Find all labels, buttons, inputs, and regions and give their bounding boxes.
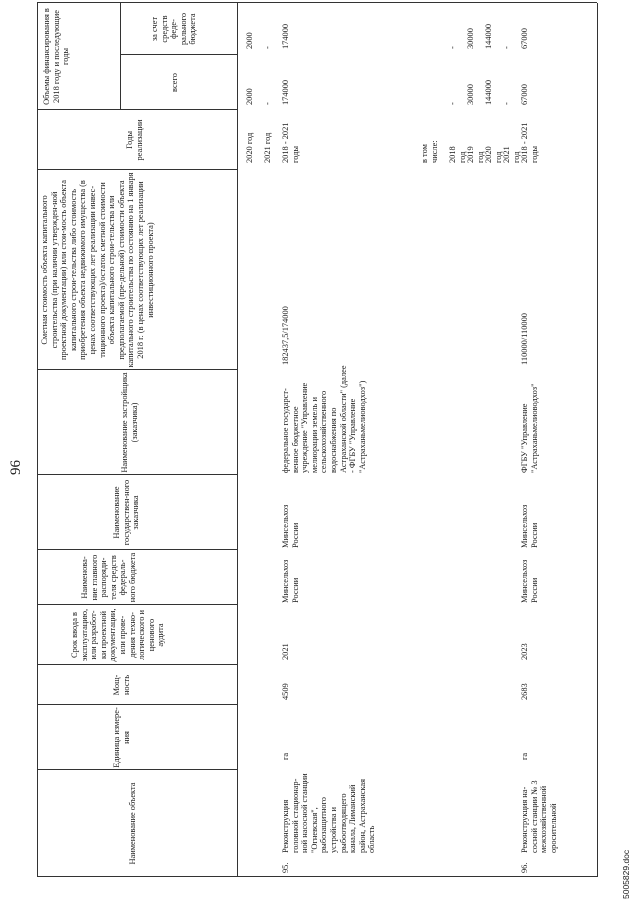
row-federal: 30000 — [466, 28, 475, 49]
row-federal: - — [502, 46, 511, 49]
row-year: 2018 - 2021 годы — [281, 122, 300, 163]
row-unit: га — [281, 752, 290, 760]
row-manager: Минсельхоз России — [520, 559, 539, 603]
top-row-year: 2021 год — [263, 132, 272, 163]
header-estimated-cost: Сметная стоимость объекта капитального строительства (при наличии утвержден-ной проектной документации) или стои-мость объекта капитального строи-тельства либо стоимость приобретения объекта недвижимого имущества (в ценах соответствующих лет реализации инвес-тиционного проекта)/остаток сметной стоимости объекта капитального строи-тельства или предполагаемой (пре-дельной) стоимости объекта капитального строительства по состоянию на 1 января 2018 г. (в ценах соответствующих лет реализации инвестиционного проекта) — [40, 172, 155, 368]
row-federal: - — [448, 46, 457, 49]
header-capacity: Мощ-ность — [112, 674, 131, 696]
row-total: - — [448, 102, 457, 105]
row-customer: Минсельхоз России — [281, 504, 300, 548]
row-year: 2018 - 2021 годы — [520, 122, 539, 163]
col-sep — [37, 109, 237, 110]
row-total: 174000 — [281, 79, 290, 105]
top-row-year: 2020 год — [245, 132, 254, 163]
page-number: 96 — [8, 460, 24, 475]
row-year: 2018 год — [448, 146, 467, 163]
table-right-border — [37, 2, 597, 3]
footer-code: 5005829.doc — [621, 849, 631, 899]
header-funding: Объемы финансирования в 2018 году и последующие годы — [42, 8, 71, 105]
col-sep — [120, 54, 237, 55]
table-top-border — [37, 3, 38, 877]
funding-subheader-line — [120, 3, 121, 110]
col-sep — [37, 604, 237, 605]
header-object-name: Наименование объекта — [128, 782, 137, 865]
table-bottom-border — [597, 3, 598, 877]
row-federal: 174000 — [281, 23, 290, 49]
col-sep — [37, 704, 237, 705]
row-number: 96. — [520, 862, 529, 873]
row-year: 2021 год — [502, 146, 521, 163]
header-bottom-border — [237, 3, 238, 877]
row-developer: ФГБУ "Управление "Астраханьмелиоводхоз" — [520, 383, 539, 473]
row-total: 30000 — [466, 84, 475, 105]
col-sep — [37, 369, 237, 370]
col-sep — [37, 769, 237, 770]
row-term: 2023 — [520, 643, 529, 660]
col-sep — [37, 664, 237, 665]
table-left-border — [37, 876, 597, 877]
row-federal: 144000 — [484, 23, 493, 49]
row-total: 144000 — [484, 79, 493, 105]
row-cost: 110000/110000 — [520, 313, 529, 365]
top-row-federal: - — [263, 46, 272, 49]
row-object-name: Реконструкция головной стационар-ной насосной станции "Огневская", рыбозащитного устройства и рыбоотводящего канала, Лиманский район, Астраханская область — [281, 773, 377, 853]
row-unit: га — [520, 752, 529, 760]
header-funding-total: всего — [170, 73, 179, 92]
top-row-total: - — [263, 102, 272, 105]
row-developer: федеральное государст-венное бюджетное учреждение "Управление мелиорации земель и сельскохозяйственного водоснабжения по Астраханской области" (далее - ФГБУ "Управление "Астраханьмелиоводхоз") — [281, 365, 367, 473]
col-sep — [37, 549, 237, 550]
row-term: 2021 — [281, 643, 290, 660]
header-commissioning: Срок ввода в эксплуатацию, или разработ-ки проектной документации, или прове-дения техно-логического и ценового аудита — [70, 608, 166, 662]
row-number: 95. — [281, 862, 290, 873]
header-funding-federal: за счет средств феде-рального бюджета — [150, 12, 198, 46]
top-row-total: 2000 — [245, 88, 254, 105]
row-year: 2020 год — [484, 146, 503, 163]
col-sep — [37, 474, 237, 475]
header-years: Годы реализации — [125, 119, 144, 161]
header-state-customer: Наименование государствен-ного заказчика — [112, 479, 141, 546]
row-total: - — [502, 102, 511, 105]
row-customer: Минсельхоз России — [520, 504, 539, 548]
top-row-federal: 2000 — [245, 32, 254, 49]
row-year: в том числе: — [420, 140, 439, 163]
row-capacity: 4509 — [281, 683, 290, 700]
row-total: 67000 — [520, 84, 529, 105]
row-object-name: Реконструкция на-сосной станции № 3 межхозяйственной оросительной — [520, 780, 558, 853]
row-cost: 182437,5/174000 — [281, 306, 290, 365]
row-federal: 67000 — [520, 28, 529, 49]
header-chief-manager: Наименова-ние главного распоряди-теля средств федераль-ного бюджета — [80, 552, 137, 603]
header-developer: Наименование застройщика (заказчика) — [120, 372, 139, 473]
row-capacity: 2683 — [520, 683, 529, 700]
row-manager: Минсельхоз России — [281, 559, 300, 603]
row-year: 2019 год — [466, 146, 485, 163]
col-sep — [37, 169, 237, 170]
header-unit: Единица измере-ния — [112, 707, 131, 768]
